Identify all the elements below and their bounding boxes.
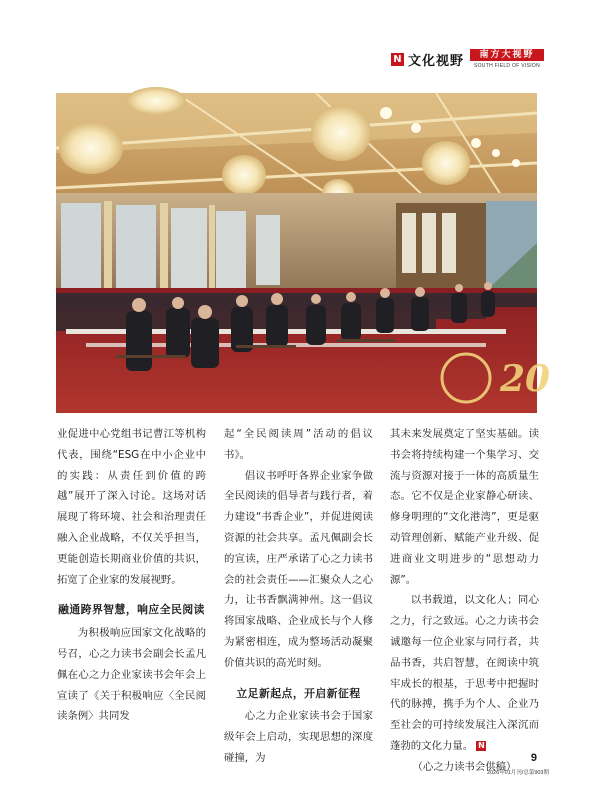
paragraph: 其未来发展奠定了坚实基础。读书会将持续构建一个集学习、交流与资源对接于一体的高质量生态。它不仅是企业家静心研读、修身明理的“文化港湾”，更是驱动管理创新、赋能产业升级、促进商业文明进步的“思想动力源”。 (390, 428, 539, 586)
masthead-name: 南方大视野 (470, 49, 544, 61)
conference-hall-photo (56, 93, 551, 413)
masthead-english: SOUTH FIELD OF VISION (473, 63, 541, 69)
article-column-3 (390, 424, 539, 778)
end-mark-icon: N (478, 740, 485, 750)
paragraph: 起“全民阅读周”活动的倡议书》。 (224, 428, 373, 461)
section-header (391, 46, 544, 72)
paragraph: 业促进中心党组书记曹江等机构代表，围绕“ESG在中小企业中的实践：从责任到价值的跨越”展开了深入讨论。这场对话展现了将环境、社会和治理责任融入企业战略，不仅关乎担当，更能创造长期商业价值的共识，拓宽了企业家的发展视野。 (57, 428, 206, 586)
section-title: 文化视野 (407, 53, 464, 69)
section-subhead: 立足新起点，开启新征程 (236, 686, 361, 700)
article-column-1 (57, 424, 206, 727)
paragraph: 心之力企业家读书会于国家级年会上启动，实现思想的深度碰撞，为 (224, 710, 373, 764)
page-number: 9 (530, 752, 537, 764)
paragraph: 倡议书呼吁各界企业家争做全民阅读的倡导者与践行者，着力建设“书香企业”，并促进阅读资源的社会共享。孟凡佩副会长的宣读，庄严承诺了心之力读书会的社会责任——汇聚众人之心力，让书香飘满神州。这一倡议将国家战略、企业成长与个人修为紧密相连，成为整场活动凝聚价值共识的高光时刻。 (224, 469, 373, 669)
paragraph (390, 590, 539, 756)
svg-text:20 (499, 358, 550, 400)
article-credit: （心之力读书会供稿） (412, 760, 517, 773)
paragraph-text: 以书载道，以文化人；同心之力，行之致远。心之力读书会诚邀每一位企业家与同行者，共品书香，共启智慧，在阅读中筑牢成长的根基，于思考中把握时代的脉搏，携手为个人、企业乃至社会的可持续发展注入深沉而蓬勃的文化力量。 (390, 594, 539, 752)
paragraph: 为积极响应国家文化战略的号召，心之力读书会副会长孟凡佩在心之力企业家读书会年会上宣读了《关于积极响应〈全民阅读条例〉共同发 (57, 627, 206, 723)
masthead-logo (470, 49, 544, 69)
issue-info: 2026年01月刊/总第903期 (486, 770, 549, 776)
section-subhead: 融通跨界智慧，响应全民阅读 (58, 603, 205, 617)
anniversary-badge: 20 (500, 358, 551, 400)
section-logo-icon: N (391, 53, 404, 66)
article-column-2 (224, 424, 373, 769)
